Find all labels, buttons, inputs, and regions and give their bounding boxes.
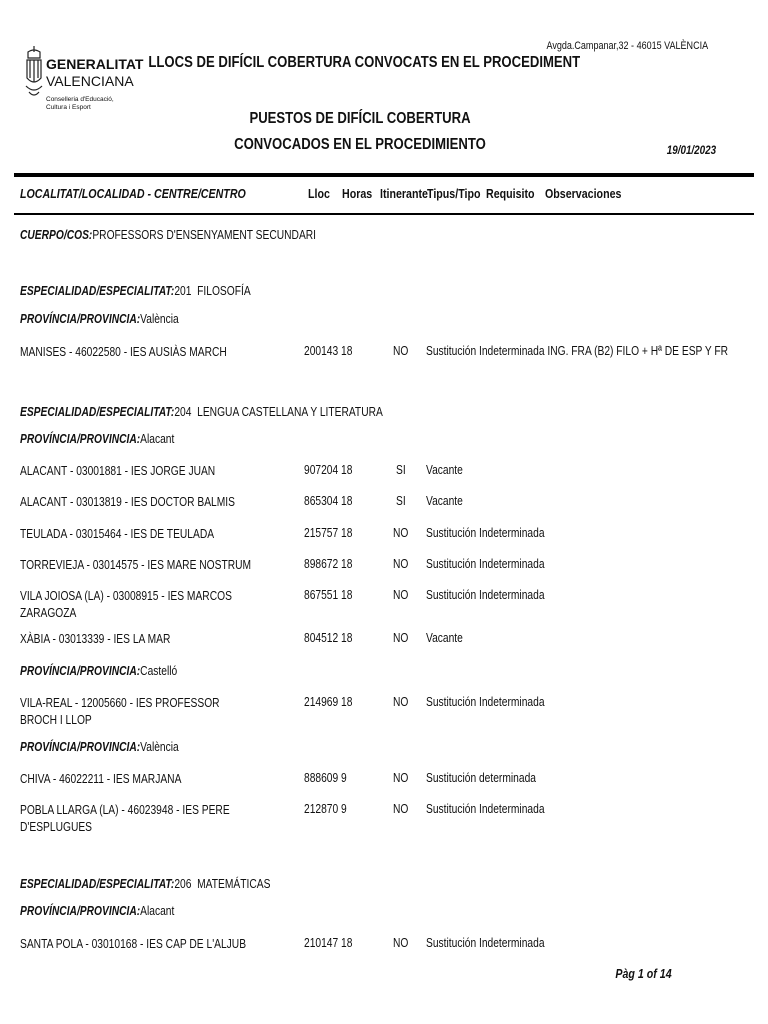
row-itinerante: NO xyxy=(393,695,409,709)
row-itinerante: SI xyxy=(396,463,406,477)
cuerpo-label: CUERPO/COS: xyxy=(20,228,93,242)
row-horas: 18 xyxy=(341,631,353,645)
header-rule-thin xyxy=(14,213,754,215)
especialidad-code: 201 xyxy=(174,284,192,298)
page-counter: Pàg 1 of 14 xyxy=(615,966,672,981)
row-itinerante: NO xyxy=(393,526,409,540)
row-tipo: Sustitución Indeterminada ING. FRA (B2) FILO + Hª DE ESP Y FR xyxy=(426,344,729,358)
row-lloc: 215757 xyxy=(304,526,339,540)
especialidad-code: 206 xyxy=(174,877,192,891)
address: Avgda.Campanar,32 - 46015 VALÈNCIA xyxy=(546,40,708,52)
provincia-name: Alacant xyxy=(140,432,175,446)
row-tipo: Vacante xyxy=(426,631,463,645)
column-header-itinerante: Itinerante xyxy=(380,186,428,201)
column-header-tipo: Tipus/Tipo xyxy=(427,186,481,201)
cuerpo-value: PROFESSORS D'ENSENYAMENT SECUNDARI xyxy=(92,228,317,242)
row-itinerante: SI xyxy=(396,494,406,508)
logo-subtitle: Conselleria d'Educació, Cultura i Esport xyxy=(46,96,114,111)
row-itinerante: NO xyxy=(393,557,409,571)
row-centre: CHIVA - 46022211 - IES MARJANA xyxy=(20,772,182,786)
row-lloc: 867551 xyxy=(304,588,339,602)
provincia-name: Castelló xyxy=(140,664,178,678)
row-tipo: Sustitución Indeterminada xyxy=(426,695,545,709)
row-horas: 18 xyxy=(341,695,353,709)
row-tipo: Vacante xyxy=(426,494,463,508)
row-centre: VILA JOIOSA (LA) - 03008915 - IES MARCOS ZARAGOZA xyxy=(20,589,232,620)
column-header-horas: Horas xyxy=(342,186,373,201)
row-centre: TORREVIEJA - 03014575 - IES MARE NOSTRUM xyxy=(20,558,252,572)
row-itinerante: NO xyxy=(393,802,409,816)
row-tipo: Sustitución Indeterminada xyxy=(426,526,545,540)
row-itinerante: NO xyxy=(393,344,409,358)
row-lloc: 804512 xyxy=(304,631,339,645)
provincia-name: València xyxy=(140,740,179,754)
row-itinerante: NO xyxy=(393,771,409,785)
row-lloc: 200143 xyxy=(304,344,339,358)
row-tipo: Sustitución Indeterminada xyxy=(426,557,545,571)
row-lloc: 210147 xyxy=(304,936,339,950)
row-centre: ALACANT - 03013819 - IES DOCTOR BALMIS xyxy=(20,495,235,509)
especialidad-name: MATEMÁTICAS xyxy=(197,877,271,891)
especialidad-heading: ESPECIALIDAD/ESPECIALITAT:204 LENGUA CASTELLANA Y LITERATURA xyxy=(20,405,383,419)
especialidad-code: 204 xyxy=(174,405,192,419)
row-horas: 18 xyxy=(341,588,353,602)
cuerpo-line xyxy=(20,228,381,242)
row-tipo: Sustitución Indeterminada xyxy=(426,588,545,602)
provincia-name: Alacant xyxy=(140,904,175,918)
row-lloc: 888609 xyxy=(304,771,339,785)
row-horas: 18 xyxy=(341,936,353,950)
row-tipo: Sustitución Indeterminada xyxy=(426,936,545,950)
row-itinerante: NO xyxy=(393,631,409,645)
column-header-requisito: Requisito xyxy=(486,186,535,201)
row-horas: 18 xyxy=(341,494,353,508)
row-tipo: Sustitución Indeterminada xyxy=(426,802,545,816)
row-centre: ALACANT - 03001881 - IES JORGE JUAN xyxy=(20,464,216,478)
row-tipo: Sustitución determinada xyxy=(426,771,536,785)
title-spanish: PUESTOS DE DIFÍCIL COBERTURA CONVOCADOS EN EL PROCEDIMIENTO xyxy=(234,110,486,153)
row-centre: VILA-REAL - 12005660 - IES PROFESSOR BROCH I LLOP xyxy=(20,696,220,727)
provincia-heading: PROVÍNCIA/PROVINCIA:Alacant xyxy=(20,432,175,446)
provincia-heading: PROVÍNCIA/PROVINCIA:València xyxy=(20,740,179,754)
row-centre: SANTA POLA - 03010168 - IES CAP DE L'ALJUB xyxy=(20,937,247,951)
especialidad-heading: ESPECIALIDAD/ESPECIALITAT:206 MATEMÁTICAS xyxy=(20,877,271,891)
header-rule-thick xyxy=(14,173,754,177)
column-header-localitat: LOCALITAT/LOCALIDAD - CENTRE/CENTRO xyxy=(20,186,246,201)
row-itinerante: NO xyxy=(393,588,409,602)
row-centre: TEULADA - 03015464 - IES DE TEULADA xyxy=(20,527,215,541)
column-header-observaciones: Observaciones xyxy=(545,186,622,201)
logo-text-line1: GENERALITAT xyxy=(46,56,144,72)
provincia-name: València xyxy=(140,312,179,326)
row-horas: 9 xyxy=(341,802,347,816)
title-catalan: LLOCS DE DIFÍCIL COBERTURA CONVOCATS EN EL PROCEDIMENT xyxy=(148,54,580,71)
column-header-lloc: Lloc xyxy=(308,186,330,201)
coat-of-arms-icon xyxy=(24,44,44,102)
especialidad-name: LENGUA CASTELLANA Y LITERATURA xyxy=(197,405,383,419)
row-centre: POBLA LLARGA (LA) - 46023948 - IES PERE D'ESPLUGUES xyxy=(20,803,230,834)
provincia-heading: PROVÍNCIA/PROVINCIA:València xyxy=(20,312,179,326)
row-tipo: Vacante xyxy=(426,463,463,477)
especialidad-name: FILOSOFÍA xyxy=(197,284,251,298)
row-lloc: 907204 xyxy=(304,463,339,477)
row-horas: 18 xyxy=(341,557,353,571)
row-horas: 18 xyxy=(341,463,353,477)
row-itinerante: NO xyxy=(393,936,409,950)
row-horas: 9 xyxy=(341,771,347,785)
row-horas: 18 xyxy=(341,526,353,540)
row-lloc: 214969 xyxy=(304,695,339,709)
especialidad-heading: ESPECIALIDAD/ESPECIALITAT:201 FILOSOFÍA xyxy=(20,284,251,298)
row-lloc: 212870 xyxy=(304,802,339,816)
row-lloc: 898672 xyxy=(304,557,339,571)
row-centre: MANISES - 46022580 - IES AUSIÀS MARCH xyxy=(20,345,227,359)
row-centre: XÀBIA - 03013339 - IES LA MAR xyxy=(20,632,171,646)
row-lloc: 865304 xyxy=(304,494,339,508)
logo-text-line2: VALENCIANA xyxy=(46,73,134,89)
document-date: 19/01/2023 xyxy=(666,143,716,157)
provincia-heading: PROVÍNCIA/PROVINCIA:Castelló xyxy=(20,664,178,678)
provincia-heading: PROVÍNCIA/PROVINCIA:Alacant xyxy=(20,904,175,918)
row-horas: 18 xyxy=(341,344,353,358)
